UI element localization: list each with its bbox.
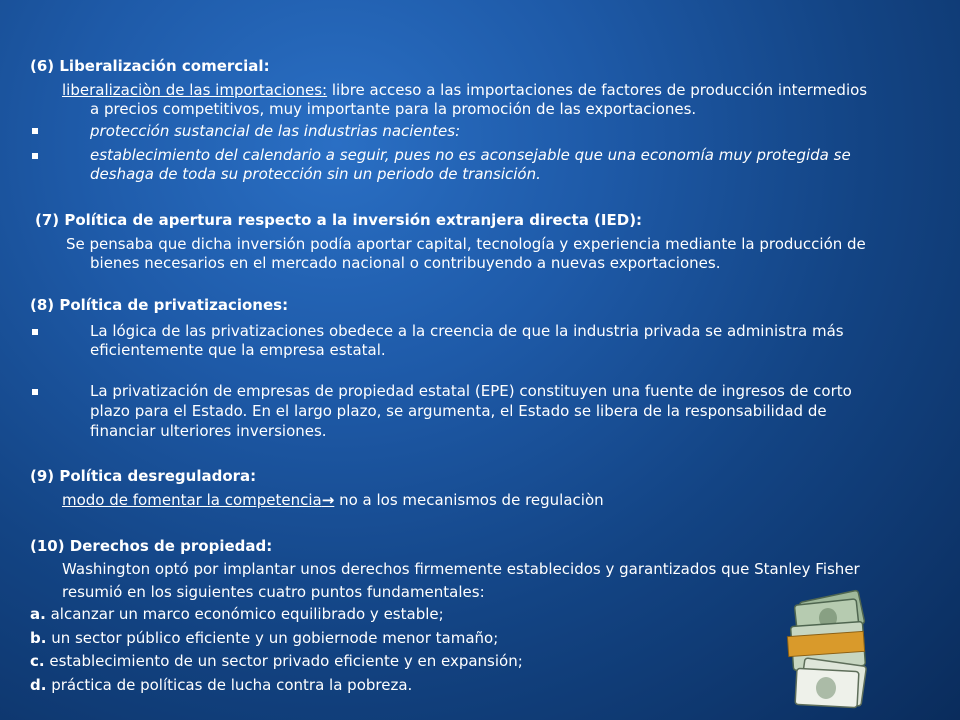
list-letter: d. [30,676,47,694]
section-6-heading: (6) Liberalización comercial: [30,57,270,75]
arrow-right-icon: → [321,491,335,509]
section-8-bullet2-line1: La privatización de empresas de propiedad estatal (EPE) constituyen una fuente de ingresos de corto [90,382,852,400]
bullet-icon [32,153,38,159]
section-6-line1-text: libre acceso a las importaciones de factores de producción intermedios [327,81,868,99]
list-item-d [30,675,412,695]
section-8-bullet2-line3: financiar ulteriores inversiones. [90,422,327,440]
list-text: alcanzar un marco económico equilibrado y estable; [45,605,444,623]
section-10-line2: resumió en los siguientes cuatro puntos fundamentales: [62,583,485,601]
bullet-icon [32,389,38,395]
section-6-bullet2-line1: establecimiento del calendario a seguir, pues no es aconsejable que una economía muy protegida se [90,146,851,164]
section-9-heading: (9) Política desreguladora: [30,467,257,485]
money-stack-icon [774,588,884,714]
section-8-bullet1-line2: eficientemente que la empresa estatal. [90,341,386,359]
list-item-b [30,628,498,648]
bullet-icon [32,128,38,134]
list-letter: c. [30,652,45,670]
list-text: establecimiento de un sector privado eficiente y en expansión; [44,652,523,670]
competition-link[interactable] [62,491,334,509]
section-9-rest-text: no a los mecanismos de regulaciòn [334,491,604,509]
section-9-line [62,490,604,510]
list-letter: b. [30,629,47,647]
section-6-bullet1: protección sustancial de las industrias nacientes: [90,122,461,140]
competition-link-text: modo de fomentar la competencia [62,491,322,509]
bullet-icon [32,329,38,335]
section-10-heading: (10) Derechos de propiedad: [30,537,273,555]
section-7-line2: bienes necesarios en el mercado nacional o contribuyendo a nuevas exportaciones. [90,254,721,272]
list-item-c [30,651,523,671]
section-8-bullet2-line2: plazo para el Estado. En el largo plazo, se argumenta, el Estado se libera de la responsabilidad de [90,402,827,420]
list-text: práctica de políticas de lucha contra la pobreza. [46,676,413,694]
section-8-heading: (8) Política de privatizaciones: [30,296,289,314]
section-7-heading: (7) Política de apertura respecto a la inversión extranjera directa (IED): [35,211,643,229]
list-text: un sector público eficiente y un gobiernode menor tamaño; [46,629,499,647]
list-item-a [30,604,444,624]
money-bundle-front [787,622,866,708]
section-6-line2: a precios competitivos, muy importante para la promoción de las exportaciones. [90,100,697,118]
section-7-line1: Se pensaba que dicha inversión podía aportar capital, tecnología y experiencia mediante la producción de [66,235,866,253]
section-6-line1 [62,80,867,100]
section-10-line1: Washington optó por implantar unos derechos firmemente establecidos y garantizados que Stanley Fisher [62,560,860,578]
section-8-bullet1-line1: La lógica de las privatizaciones obedece a la creencia de que la industria privada se administra más [90,322,844,340]
imports-liberalization-link[interactable]: liberalizaciòn de las importaciones: [62,81,328,99]
section-6-bullet2-line2: deshaga de toda su protección sin un periodo de transición. [90,165,541,183]
list-letter: a. [30,605,46,623]
